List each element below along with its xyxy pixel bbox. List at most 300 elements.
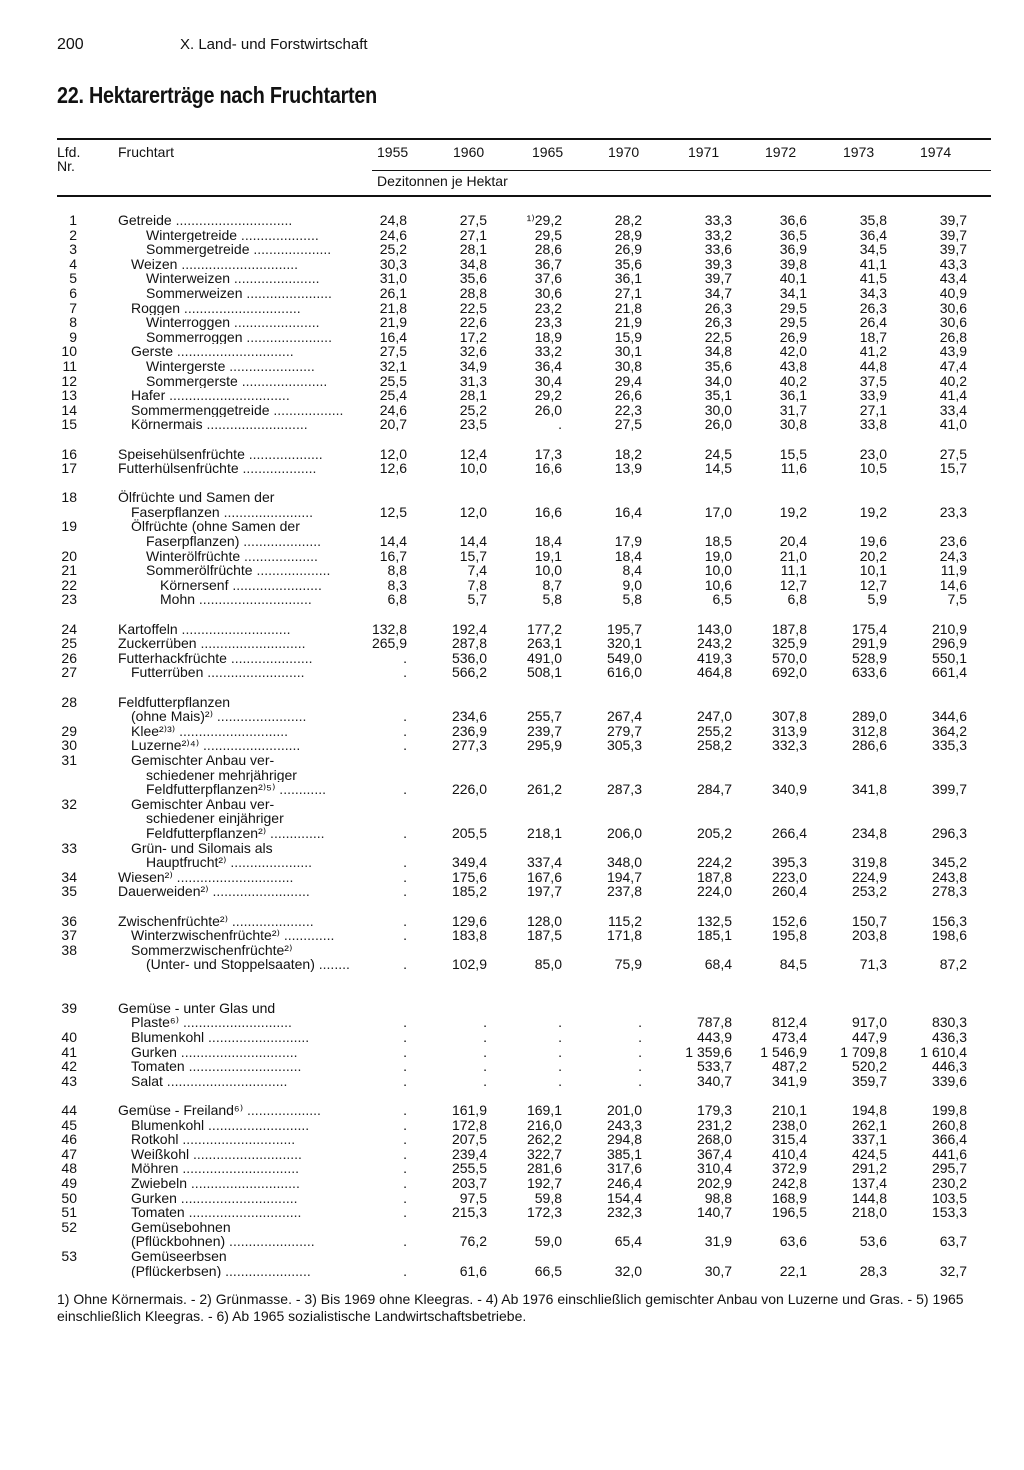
value-cell-1970: 28,2	[614, 212, 642, 228]
row-number: 37	[61, 927, 77, 944]
value-cell-1974: 39,7	[939, 212, 967, 228]
value-cell-1971: 98,8	[704, 1189, 732, 1206]
value-cell-1973: 224,9	[851, 868, 887, 885]
value-cell-1960: 192,4	[451, 620, 487, 637]
value-cell-1973: 253,2	[851, 883, 887, 900]
leader-dots: .............................	[184, 1205, 302, 1220]
fruchtart-text: Hafer	[131, 388, 166, 403]
row-number: 51	[61, 1204, 77, 1221]
value-cell-1973: 19,2	[859, 503, 887, 520]
value-cell-1955: .	[403, 1189, 407, 1206]
leader-dots: .......................	[219, 504, 314, 520]
table-row	[57, 1191, 991, 1206]
value-cell-1971: 224,0	[696, 883, 732, 900]
leader-dots: ...................	[240, 548, 318, 564]
value-cell-1973: 37,5	[859, 372, 887, 389]
table-row	[57, 344, 991, 359]
value-cell-1960: .	[483, 1058, 487, 1075]
value-cell-1960: 226,0	[451, 781, 487, 798]
value-cell-1973: 41,1	[859, 255, 887, 272]
value-cell-1970: 16,4	[614, 503, 642, 520]
value-cell-1965: 66,5	[534, 1262, 562, 1279]
leader-dots: ..............................	[177, 256, 299, 272]
value-cell-1971: 340,7	[696, 1072, 732, 1089]
value-cell-1972: 473,4	[771, 1029, 807, 1046]
value-cell-1960: 12,0	[459, 503, 487, 520]
value-cell-1972: 22,1	[779, 1262, 807, 1279]
value-cell-1965: 167,6	[526, 868, 562, 885]
value-cell-1972: 6,8	[787, 591, 807, 608]
value-cell-1960: 185,2	[451, 883, 487, 900]
value-cell-1970: 287,3	[606, 781, 642, 798]
value-cell-1974: 550,1	[931, 649, 967, 666]
value-cell-1965: 322,7	[526, 1145, 562, 1162]
fruchtart-text: Blumenkohl	[131, 1117, 205, 1133]
col-1965: 1965	[532, 144, 564, 160]
value-cell-1974: 345,2	[931, 854, 967, 871]
leader-dots: ............	[275, 782, 326, 797]
value-cell-1974: 335,3	[931, 737, 967, 754]
value-cell-1973: 28,3	[859, 1262, 887, 1279]
value-cell-1955: .	[403, 1014, 407, 1031]
value-cell-1973: 341,8	[851, 781, 887, 798]
value-cell-1970: 30,1	[614, 343, 642, 360]
fruchtart-text: Körnersenf	[160, 577, 229, 593]
fruchtart-label	[118, 797, 417, 812]
table-row	[57, 228, 991, 243]
leader-dots: .....................	[226, 855, 313, 870]
value-cell-1960: 205,5	[451, 824, 487, 841]
fruchtart-text: Wiesen²⁾	[118, 869, 173, 885]
value-cell-1972: 26,9	[779, 328, 807, 345]
table-title: 22. Hektarerträge nach Fruchtarten	[57, 82, 377, 108]
value-cell-1970: 267,4	[606, 708, 642, 725]
value-cell-1960: 7,8	[467, 576, 487, 593]
row-number: 46	[61, 1131, 77, 1148]
row-number: 50	[61, 1189, 77, 1206]
value-cell-1971: 22,5	[704, 328, 732, 345]
value-cell-1970: 115,2	[608, 912, 642, 929]
fruchtart-text: Weizen	[131, 256, 178, 272]
value-cell-1974: 23,3	[939, 503, 967, 520]
table-row	[57, 724, 991, 739]
value-cell-1973: 150,7	[851, 912, 887, 929]
row-number: 24	[61, 620, 77, 637]
fruchtart-text: Futterhackfrüchte	[118, 650, 227, 666]
table-row	[57, 738, 991, 753]
value-cell-1970: 305,3	[606, 737, 642, 754]
value-cell-1955: 8,8	[387, 562, 407, 579]
table-row	[57, 1264, 991, 1279]
value-cell-1972: 372,9	[771, 1160, 807, 1177]
value-cell-1970: 27,1	[614, 284, 642, 301]
value-cell-1970: 171,8	[606, 927, 642, 944]
table-row	[57, 1234, 991, 1249]
value-cell-1955: .	[403, 664, 407, 681]
value-cell-1955: .	[403, 1029, 407, 1046]
value-cell-1974: 344,6	[931, 708, 967, 725]
value-cell-1965: 26,0	[534, 401, 562, 418]
row-number: 8	[69, 314, 77, 331]
value-cell-1973: 175,4	[851, 620, 887, 637]
leader-dots: ......................	[242, 329, 332, 345]
row-number: 9	[69, 328, 77, 345]
value-cell-1974: 39,7	[939, 241, 967, 258]
value-cell-1965: .	[558, 1029, 562, 1046]
col-1973: 1973	[843, 144, 875, 160]
fruchtart-text: schiedener einjähriger	[146, 811, 284, 826]
value-cell-1970: 317,6	[606, 1160, 642, 1177]
value-cell-1974: 243,8	[931, 868, 967, 885]
leader-dots: ....................	[249, 242, 332, 257]
fruchtart-text: Grün- und Silomais als	[131, 840, 273, 856]
value-cell-1965: .	[558, 1058, 562, 1075]
value-cell-1973: 917,0	[851, 1014, 887, 1031]
value-cell-1972: 570,0	[771, 649, 807, 666]
value-cell-1972: 40,2	[779, 372, 807, 389]
value-cell-1955: 24,6	[379, 401, 407, 418]
value-cell-1955: 25,5	[379, 372, 407, 389]
value-cell-1965: 239,7	[526, 722, 562, 739]
fruchtart-text: schiedener mehrjähriger	[146, 767, 297, 783]
value-cell-1972: 39,8	[779, 255, 807, 272]
leader-dots: ..........................	[204, 1117, 310, 1133]
value-cell-1965: 19,1	[534, 547, 562, 564]
value-cell-1974: 63,7	[939, 1233, 967, 1250]
table-row	[57, 592, 991, 607]
value-cell-1955: 265,9	[371, 635, 407, 652]
value-cell-1960: 234,6	[451, 708, 487, 725]
table-row	[57, 242, 991, 257]
row-number: 25	[61, 635, 77, 652]
value-cell-1973: 312,8	[851, 722, 887, 739]
table-row	[57, 841, 991, 856]
leader-dots: ............................	[177, 621, 291, 637]
value-cell-1972: 341,9	[771, 1072, 807, 1089]
value-cell-1960: 17,2	[459, 328, 487, 345]
row-number: 21	[61, 562, 77, 579]
value-cell-1960: 215,3	[451, 1204, 487, 1221]
value-cell-1973: 633,6	[851, 664, 887, 681]
value-cell-1974: 295,7	[931, 1160, 967, 1177]
value-cell-1960: 239,4	[451, 1145, 487, 1162]
value-cell-1960: 207,5	[451, 1131, 487, 1148]
fruchtart-label	[118, 519, 417, 534]
value-cell-1955: .	[403, 912, 407, 929]
table-row	[57, 1132, 991, 1147]
fruchtart-text: Wintergetreide	[146, 227, 238, 243]
row-number: 32	[61, 795, 77, 812]
value-cell-1960: 14,4	[459, 533, 487, 550]
value-cell-1965: 263,1	[526, 635, 562, 652]
row-number: 22	[61, 576, 77, 593]
leader-dots: ....................	[239, 534, 322, 549]
value-cell-1970: 35,6	[614, 255, 642, 272]
table-row	[57, 374, 991, 389]
value-cell-1971: 143,0	[696, 620, 732, 637]
row-number: 7	[69, 299, 77, 316]
value-cell-1971: 35,6	[704, 357, 732, 374]
value-cell-1965: 262,2	[526, 1131, 562, 1148]
value-cell-1970: 27,5	[614, 416, 642, 433]
leader-dots: .............................	[195, 592, 312, 608]
value-cell-1973: 319,8	[851, 854, 887, 871]
value-cell-1974: 830,3	[931, 1014, 967, 1031]
yield-table	[57, 213, 991, 1278]
table-row	[57, 1249, 991, 1264]
value-cell-1973: 41,5	[859, 270, 887, 287]
leader-dots: ..................	[269, 402, 344, 418]
value-cell-1973: 10,1	[859, 562, 887, 579]
fruchtart-text: Luzerne²⁾⁴⁾	[131, 738, 200, 753]
value-cell-1960: 27,1	[459, 226, 487, 243]
value-cell-1972: 210,1	[771, 1102, 807, 1119]
value-cell-1970: 36,1	[614, 270, 642, 287]
row-number: 39	[61, 999, 77, 1016]
value-cell-1973: 291,9	[851, 635, 887, 652]
value-cell-1971: 6,5	[712, 591, 732, 608]
value-cell-1960: 25,2	[459, 401, 487, 418]
value-cell-1970: 13,9	[614, 460, 642, 477]
value-cell-1965: 169,1	[526, 1102, 562, 1119]
row-number: 49	[61, 1175, 77, 1191]
value-cell-1973: 286,6	[851, 737, 887, 754]
table-row	[57, 1001, 991, 1016]
col-1972: 1972	[765, 144, 797, 160]
table-row	[57, 1015, 991, 1030]
leader-dots: ............................	[179, 1015, 292, 1031]
value-cell-1974: 23,6	[939, 533, 967, 550]
row-number: 17	[61, 460, 77, 477]
value-cell-1974: 446,3	[931, 1058, 967, 1075]
fruchtart-text: Winterölfrüchte	[146, 548, 241, 564]
value-cell-1971: 33,6	[704, 241, 732, 258]
value-cell-1974: 153,3	[931, 1204, 967, 1221]
value-cell-1972: 242,8	[771, 1175, 807, 1191]
row-number: 2	[69, 226, 77, 243]
fruchtart-text: Möhren	[131, 1161, 179, 1176]
value-cell-1965: 59,0	[534, 1233, 562, 1250]
leader-dots: ..............................	[176, 1044, 298, 1060]
value-cell-1974: 296,9	[931, 635, 967, 652]
leader-dots: .......................	[228, 577, 322, 593]
value-cell-1965: 18,4	[534, 533, 562, 550]
value-cell-1973: 36,4	[859, 226, 887, 243]
value-cell-1970: 246,4	[606, 1175, 642, 1191]
fruchtart-text: Sommerölfrüchte	[146, 563, 253, 578]
value-cell-1960: .	[483, 1029, 487, 1046]
fruchtart-text: Ölfrüchte und Samen der	[118, 490, 275, 505]
value-cell-1955: .	[403, 1131, 407, 1148]
value-cell-1972: 40,1	[779, 270, 807, 287]
value-cell-1970: .	[638, 1043, 642, 1060]
value-cell-1955: 25,4	[379, 387, 407, 404]
table-row	[57, 914, 991, 929]
leader-dots: ........	[314, 957, 350, 972]
row-number: 4	[69, 255, 77, 272]
value-cell-1971: 202,9	[696, 1175, 732, 1191]
value-cell-1955: 132,8	[371, 620, 407, 637]
value-cell-1970: 348,0	[606, 854, 642, 871]
leader-dots: ..............................	[180, 300, 301, 316]
leader-dots: ...............................	[162, 1073, 288, 1089]
value-cell-1971: 205,2	[696, 824, 732, 841]
col-1974: 1974	[920, 144, 952, 160]
row-number: 36	[61, 912, 77, 929]
value-cell-1970: 195,7	[606, 620, 642, 637]
value-cell-1970: 237,8	[606, 883, 642, 900]
value-cell-1971: 30,7	[704, 1262, 732, 1279]
value-cell-1973: 33,9	[859, 387, 887, 404]
leader-dots: ...................	[243, 1103, 321, 1118]
value-cell-1974: 260,8	[931, 1116, 967, 1133]
value-cell-1971: 284,7	[696, 781, 732, 798]
value-cell-1974: 230,2	[931, 1175, 967, 1191]
value-cell-1972: 20,4	[779, 533, 807, 550]
value-cell-1970: 549,0	[606, 649, 642, 666]
table-row	[57, 1147, 991, 1162]
value-cell-1965: 508,1	[526, 664, 562, 681]
leader-dots: ............................	[189, 1146, 302, 1162]
table-row	[57, 768, 991, 783]
value-cell-1973: 20,2	[859, 547, 887, 564]
value-cell-1973: 234,8	[851, 824, 887, 841]
value-cell-1971: 464,8	[696, 664, 732, 681]
value-cell-1973: 33,8	[859, 416, 887, 433]
value-cell-1973: 520,2	[851, 1058, 887, 1075]
value-cell-1960: 76,2	[459, 1233, 487, 1250]
leader-dots: ...................	[244, 446, 323, 462]
fruchtart-text: Gemischter Anbau ver-	[131, 796, 275, 812]
value-cell-1970: 206,0	[606, 824, 642, 841]
leader-dots: ......................	[230, 271, 320, 286]
fruchtart-text: Feldfutterpflanzen²⁾⁵⁾	[146, 782, 276, 797]
value-cell-1970: 32,0	[614, 1262, 642, 1279]
value-cell-1971: 39,3	[704, 255, 732, 272]
value-cell-1971: 33,3	[704, 212, 732, 228]
value-cell-1971: 17,0	[704, 503, 732, 520]
fruchtart-text: Tomaten	[131, 1059, 185, 1074]
value-cell-1955: 8,3	[387, 576, 407, 593]
value-cell-1974: 39,7	[939, 226, 967, 243]
value-cell-1960: 12,4	[459, 445, 487, 462]
value-cell-1972: 30,8	[779, 416, 807, 433]
value-cell-1970: 26,6	[614, 387, 642, 404]
fruchtart-text: Sommergetreide	[146, 242, 250, 257]
value-cell-1973: 447,9	[851, 1029, 887, 1046]
value-cell-1971: 419,3	[696, 649, 732, 666]
value-cell-1974: 661,4	[931, 664, 967, 681]
value-cell-1972: 332,3	[771, 737, 807, 754]
value-cell-1955: .	[403, 722, 407, 739]
leader-dots: ..............................	[178, 1161, 300, 1176]
value-cell-1970: 201,0	[606, 1102, 642, 1119]
value-cell-1960: .	[483, 1072, 487, 1089]
fruchtart-text: Zwischenfrüchte²⁾	[118, 913, 229, 929]
fruchtart-text: Kartoffeln	[118, 621, 178, 637]
value-cell-1960: 287,8	[451, 635, 487, 652]
value-cell-1973: 10,5	[859, 460, 887, 477]
value-cell-1965: 192,7	[526, 1175, 562, 1191]
value-cell-1955: 25,2	[379, 241, 407, 258]
leader-dots: .........................	[199, 738, 301, 753]
value-cell-1965: .	[558, 416, 562, 433]
value-cell-1955: .	[403, 1175, 407, 1191]
value-cell-1965: 37,6	[534, 270, 562, 287]
value-cell-1972: 36,9	[779, 241, 807, 258]
table-row	[57, 753, 991, 768]
value-cell-1972: 36,5	[779, 226, 807, 243]
value-cell-1965: 28,6	[534, 241, 562, 258]
value-cell-1955: 16,7	[379, 547, 407, 564]
value-cell-1973: 41,2	[859, 343, 887, 360]
value-cell-1972: 36,1	[779, 387, 807, 404]
fruchtart-text: (Pflückerbsen)	[131, 1263, 222, 1279]
value-cell-1974: 30,6	[939, 299, 967, 316]
table-row	[57, 826, 991, 841]
value-cell-1965: 33,2	[534, 343, 562, 360]
value-cell-1970: 15,9	[614, 328, 642, 345]
leader-dots: .....................	[226, 650, 313, 666]
page-number: 200	[57, 36, 84, 53]
fruchtart-text: Getreide	[118, 213, 172, 228]
table-row	[57, 1030, 991, 1045]
row-number: 42	[61, 1058, 77, 1075]
value-cell-1955: .	[403, 1116, 407, 1133]
fruchtart-text: Gemüse - unter Glas und	[118, 1000, 276, 1016]
value-cell-1955: 26,1	[379, 284, 407, 301]
value-cell-1955: .	[403, 1145, 407, 1162]
value-cell-1972: 1 546,9	[760, 1043, 807, 1060]
fruchtart-label	[118, 490, 404, 505]
fruchtart-text: Futterhülsenfrüchte	[118, 461, 239, 476]
fruchtart-text: Gurken	[131, 1044, 177, 1060]
fruchtart-text: Faserpflanzen	[131, 504, 220, 520]
value-cell-1965: ¹⁾29,2	[526, 212, 562, 228]
leader-dots: ..............................	[176, 1190, 298, 1206]
table-row	[57, 855, 991, 870]
value-cell-1971: 1 359,6	[685, 1043, 732, 1060]
value-cell-1972: 29,5	[779, 314, 807, 331]
value-cell-1955: .	[403, 1058, 407, 1075]
value-cell-1972: 692,0	[771, 664, 807, 681]
leader-dots: .........................	[203, 665, 305, 680]
table-row	[57, 257, 991, 272]
value-cell-1965: 216,0	[526, 1116, 562, 1133]
row-spacer	[57, 1088, 991, 1103]
value-cell-1970: 18,2	[614, 445, 642, 462]
table-row	[57, 505, 991, 520]
value-cell-1974: 47,4	[939, 357, 967, 374]
value-cell-1970: 65,4	[614, 1233, 642, 1250]
value-cell-1971: 26,3	[704, 314, 732, 331]
value-cell-1960: 31,3	[459, 372, 487, 389]
value-cell-1973: 23,0	[859, 445, 887, 462]
value-cell-1974: 1 610,4	[920, 1043, 967, 1060]
value-cell-1970: .	[638, 1014, 642, 1031]
value-cell-1972: 238,0	[771, 1116, 807, 1133]
col-1971: 1971	[688, 144, 720, 160]
value-cell-1973: 35,8	[859, 212, 887, 228]
value-cell-1965: 128,0	[526, 912, 562, 929]
value-cell-1970: 28,9	[614, 226, 642, 243]
value-cell-1972: 307,8	[771, 708, 807, 725]
value-cell-1973: 337,1	[851, 1131, 887, 1148]
value-cell-1955: 16,4	[379, 328, 407, 345]
value-cell-1965: 30,6	[534, 284, 562, 301]
value-cell-1972: 42,0	[779, 343, 807, 360]
value-cell-1971: 19,0	[704, 547, 732, 564]
